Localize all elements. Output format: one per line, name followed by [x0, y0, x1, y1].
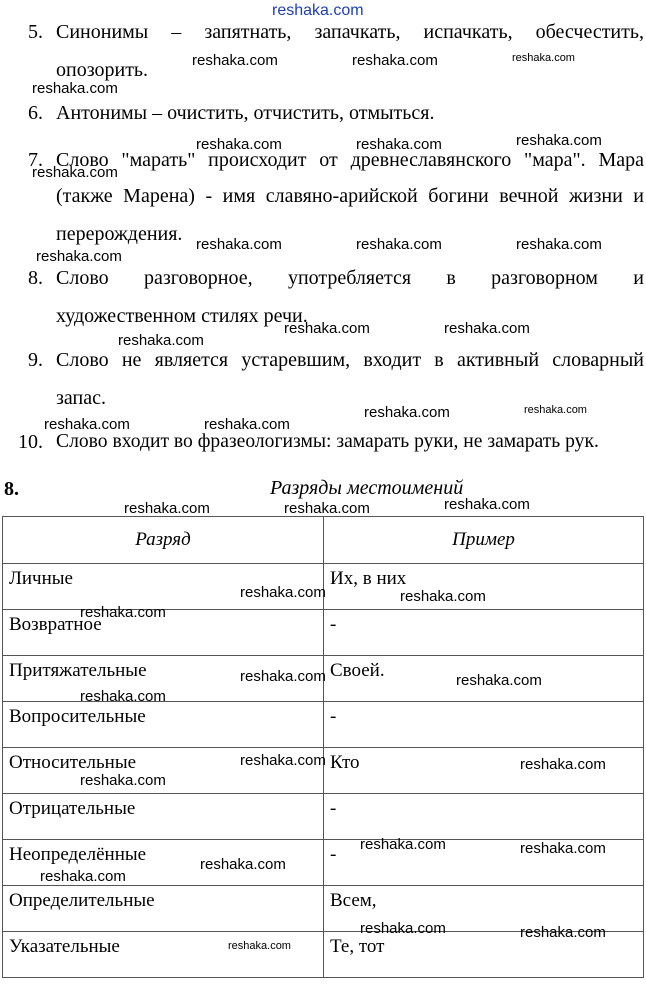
item-line: Слово "марать" происходит от древнеславянского "мара". Мара: [56, 149, 644, 171]
item-line: запас.: [56, 387, 106, 409]
item-number: 5.: [28, 21, 43, 43]
category-cell: Относительные: [3, 748, 324, 794]
watermark: reshaka.com: [516, 132, 602, 149]
item-line: Слово разговорное, употребляется в разговорном и: [56, 267, 644, 289]
watermark: reshaka.com: [444, 320, 530, 337]
watermark: reshaka.com: [360, 836, 446, 853]
item-number: 10.: [18, 431, 43, 453]
example-cell: Всем,: [324, 886, 644, 932]
watermark: reshaka.com: [80, 688, 166, 705]
watermark: reshaka.com: [356, 236, 442, 253]
watermark: reshaka.com: [444, 496, 530, 513]
watermark: reshaka.com: [352, 52, 438, 69]
watermark: reshaka.com: [284, 500, 370, 517]
watermark: reshaka.com: [364, 404, 450, 421]
example-cell: Их, в них: [324, 564, 644, 610]
watermark: reshaka.com: [516, 236, 602, 253]
watermark: reshaka.com: [80, 772, 166, 789]
watermark: reshaka.com: [80, 604, 166, 621]
header-watermark: reshaka.com: [272, 2, 364, 19]
category-cell: Возвратное: [3, 610, 324, 656]
item-line: Антонимы – очистить, отчистить, отмыться.: [56, 102, 435, 124]
category-cell: Определительные: [3, 886, 324, 932]
watermark: reshaka.com: [456, 672, 542, 689]
example-cell: -: [324, 794, 644, 840]
watermark: reshaka.com: [40, 868, 126, 885]
table-row: [3, 794, 644, 840]
example-cell: -: [324, 702, 644, 748]
category-cell: Неопределённые: [3, 840, 324, 886]
watermark: reshaka.com: [44, 416, 130, 433]
watermark: reshaka.com: [228, 940, 291, 952]
example-cell: -: [324, 610, 644, 656]
watermark: reshaka.com: [356, 136, 442, 153]
watermark: reshaka.com: [200, 856, 286, 873]
category-cell: Указательные: [3, 932, 324, 978]
item-line: художественном стилях речи.: [56, 305, 308, 327]
item-line: Синонимы – запятнать, запачкать, испачкать, обесчестить,: [56, 21, 644, 43]
watermark: reshaka.com: [204, 416, 290, 433]
item-number: 7.: [28, 149, 43, 171]
item-line: Слово входит во фразеологизмы: замарать руки, не замарать рук.: [56, 431, 599, 452]
category-cell: Вопросительные: [3, 702, 324, 748]
watermark: reshaka.com: [32, 164, 118, 181]
example-cell: Своей.: [324, 656, 644, 702]
watermark: reshaka.com: [520, 840, 606, 857]
watermark: reshaka.com: [196, 136, 282, 153]
watermark: reshaka.com: [196, 236, 282, 253]
watermark: reshaka.com: [520, 756, 606, 773]
watermark: reshaka.com: [400, 588, 486, 605]
section-number: 8.: [4, 478, 19, 500]
column-header: Разряд: [3, 517, 324, 564]
watermark: reshaka.com: [524, 404, 587, 416]
category-cell: Притяжательные: [3, 656, 324, 702]
item-line: перерождения.: [56, 223, 183, 245]
watermark: reshaka.com: [124, 500, 210, 517]
watermark: reshaka.com: [240, 752, 326, 769]
item-line: (также Марена) - имя славяно-арийской богини вечной жизни и: [56, 185, 644, 207]
watermark: reshaka.com: [284, 320, 370, 337]
column-header: Пример: [324, 517, 644, 564]
item-number: 6.: [28, 102, 43, 124]
watermark: reshaka.com: [32, 80, 118, 97]
watermark: reshaka.com: [240, 584, 326, 601]
item-line: опозорить.: [56, 59, 149, 81]
category-cell: Отрицательные: [3, 794, 324, 840]
watermark: reshaka.com: [240, 668, 326, 685]
watermark: reshaka.com: [36, 248, 122, 265]
table-row: [3, 702, 644, 748]
watermark: reshaka.com: [520, 924, 606, 941]
watermark: reshaka.com: [360, 920, 446, 937]
table-header-row: [3, 517, 644, 564]
watermark: reshaka.com: [192, 52, 278, 69]
watermark: reshaka.com: [118, 332, 204, 349]
watermark: reshaka.com: [512, 52, 575, 64]
table-caption: Разряды местоимений: [270, 477, 464, 499]
item-number: 9.: [28, 349, 43, 371]
example-cell: Кто: [324, 748, 644, 794]
example-cell: -: [324, 840, 644, 886]
item-line: Слово не является устаревшим, входит в активный словарный: [56, 349, 644, 371]
category-cell: Личные: [3, 564, 324, 610]
example-cell: Те, тот: [324, 932, 644, 978]
item-number: 8.: [28, 267, 43, 289]
